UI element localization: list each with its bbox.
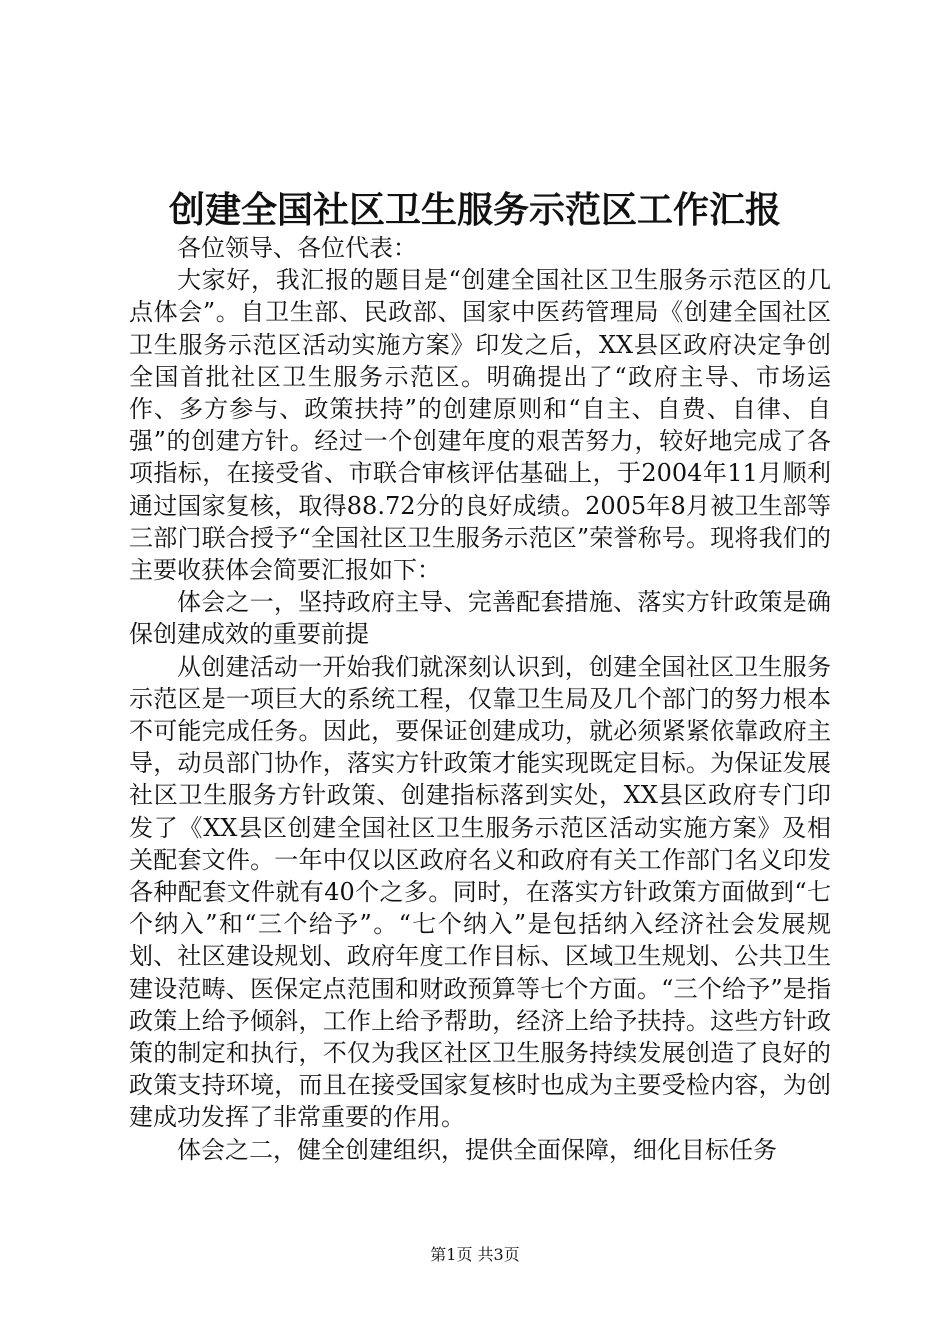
document-body bbox=[129, 232, 831, 1166]
heading-experience-two: 体会之二，健全创建组织，提供全面保障，细化目标任务 bbox=[177, 1135, 777, 1164]
salutation: 各位领导、各位代表： bbox=[177, 234, 417, 262]
paragraph-experience-one: 从创建活动一开始我们就深刻认识到，创建全国社区卫生服务示范区是一项巨大的系统工程，仅靠卫生局及几个部门的努力根本不可能完成任务。因此，要保证创建成功，就必须紧紧依靠政府主导，动员部门协作，落实方针政策才能实现既定目标。为保证发展社区卫生服务方针政策、创建指标落到实处，XX县区政府专门印发了《XX县区创建全国社区卫生服务示范区活动实施方案》及相关配套文件。一年中仅以区政府名义和政府有关工作部门名义印发各种配套文件就有40个之多。同时，在落实方针政策方面做到“七个纳入”和“三个给予”。“七个纳入”是包括纳入经济社会发展规划、社区建设规划、政府年度工作目标、区域卫生规划、公共卫生建设范畴、医保定点范围和财政预算等七个方面。“三个给予”是指政策上给予倾斜，工作上给予帮助，经济上给予扶持。这些方针政策的制定和执行，不仅为我区社区卫生服务持续发展创造了良好的政策支持环境，而且在接受国家复核时也成为主要受检内容，为创建成功发挥了非常重要的作用。 bbox=[129, 652, 831, 1132]
heading-experience-one: 体会之一，坚持政府主导、完善配套措施、落实方针政策是确保创建成效的重要前提 bbox=[129, 588, 831, 649]
document-title: 创建全国社区卫生服务示范区工作汇报 bbox=[168, 189, 781, 231]
page-footer bbox=[0, 1244, 950, 1266]
page-total: 共3页 bbox=[477, 1245, 520, 1264]
paragraph-intro: 大家好，我汇报的题目是“创建全国社区卫生服务示范区的几点体会”。自卫生部、民政部、国家中医药管理局《创建全国社区卫生服务示范区活动实施方案》印发之后，XX县区政府决定争创全国首批社区卫生服务示范区。明确提出了“政府主导、市场运作、多方参与、政策扶持”的创建原则和“自主、自费、自律、自强”的创建方针。经过一个创建年度的艰苦努力，较好地完成了各项指标，在接受省、市联合审核评估基础上，于2004年11月顺利通过国家复核，取得88.72分的良好成绩。2005年8月被卫生部等三部门联合授予“全国社区卫生服务示范区”荣誉称号。现将我们的主要收获体会简要汇报如下： bbox=[129, 266, 831, 585]
page-number: 第1页 bbox=[430, 1245, 473, 1264]
